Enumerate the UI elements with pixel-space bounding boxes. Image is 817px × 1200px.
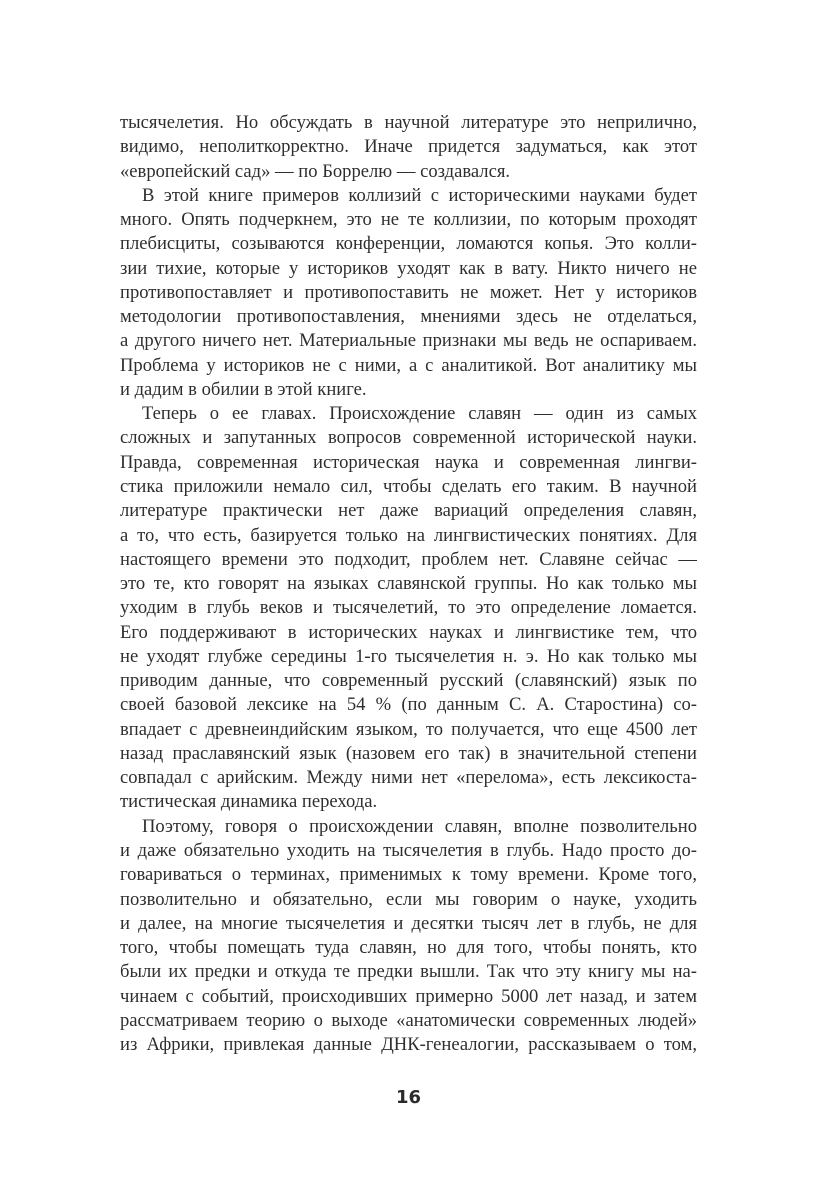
text-line: уходим в глубь веков и тысячелетий, то это определение ломается.	[120, 597, 697, 619]
text-line: назад праславянский язык (назовем его так) в значительной степени	[120, 742, 697, 764]
text-line: Поэтому, говоря о происхождении славян, вполне позволительно	[142, 815, 697, 837]
text-line: тистическая динамика перехода.	[120, 791, 378, 813]
text-line: настоящего времени это подходит, проблем нет. Славяне сейчас —	[120, 548, 697, 570]
text-line: плебисциты, созываются конференции, ломаются копья. Это колли-	[120, 233, 697, 255]
text-line: того, чтобы помещать туда славян, но для того, чтобы понять, кто	[120, 937, 697, 959]
text-line: видимо, неполиткорректно. Иначе придется задуматься, как этот	[120, 136, 697, 158]
text-line: это те, кто говорят на языках славянской группы. Но как только мы	[120, 573, 697, 595]
body-text	[120, 111, 697, 1057]
text-line: совпадал с арийским. Между ними нет «перелома», есть лексикоста-	[120, 767, 697, 789]
text-line: позволительно и обязательно, если мы говорим о науке, уходить	[120, 888, 697, 910]
text-line: Теперь о ее главах. Происхождение славян — один из самых	[142, 403, 697, 425]
text-line: стика приложили немало сил, чтобы сделать его таким. В научной	[120, 475, 697, 497]
text-line: Проблема у историков не с ними, а с аналитикой. Вот аналитику мы	[120, 354, 697, 376]
text-line: Правда, современная историческая наука и современная лингви-	[120, 451, 697, 473]
text-line: говариваться о терминах, применимых к тому времени. Кроме того,	[120, 864, 697, 886]
text-line: рассматриваем теорию о выходе «анатомически современных людей»	[120, 1009, 697, 1031]
text-line: «европейский сад» — по Боррелю — создавался.	[120, 160, 511, 182]
text-line: В этой книге примеров коллизий с историческими науками будет	[142, 184, 697, 206]
text-line: из Африки, привлекая данные ДНК-генеалогии, рассказываем о том,	[120, 1034, 697, 1056]
text-line: не уходят глубже середины 1-го тысячелетия н. э. Но как только мы	[120, 645, 697, 667]
text-line: сложных и запутанных вопросов современной исторической науки.	[120, 427, 697, 449]
text-line: были их предки и откуда те предки вышли. Так что эту книгу мы на-	[120, 961, 697, 983]
text-line: и далее, на многие тысячелетия и десятки тысяч лет в глубь, не для	[120, 912, 697, 934]
text-line: и даже обязательно уходить на тысячелетия в глубь. Надо просто до-	[120, 839, 697, 861]
text-line: и дадим в обилии в этой книге.	[120, 378, 367, 400]
text-line: литературе практически нет даже вариаций определения славян,	[120, 500, 697, 522]
page-number: 16	[395, 1087, 422, 1108]
text-line: методологии противопоставления, мнениями здесь не отделаться,	[120, 306, 697, 328]
text-line: своей базовой лексике на 54 % (по данным С. А. Старостина) со-	[120, 694, 697, 716]
text-line: а то, что есть, базируется только на лингвистических понятиях. Для	[120, 524, 697, 546]
text-line: приводим данные, что современный русский (славянский) язык по	[120, 670, 697, 692]
text-line: зии тихие, которые у историков уходят как в вату. Никто ничего не	[120, 257, 697, 279]
text-line: чинаем с событий, происходивших примерно 5000 лет назад, и затем	[120, 985, 697, 1007]
text-line: а другого ничего нет. Материальные признаки мы ведь не оспариваем.	[120, 330, 697, 352]
text-line: Его поддерживают в исторических науках и лингвистике тем, что	[120, 621, 697, 643]
text-line: много. Опять подчеркнем, это не те коллизии, по которым проходят	[120, 209, 697, 231]
text-line: противопоставляет и противопоставить не может. Нет у историков	[120, 281, 697, 303]
text-line: тысячелетия. Но обсуждать в научной литературе это неприлично,	[120, 112, 697, 133]
text-line: впадает с древнеиндийским языком, то получается, что еще 4500 лет	[120, 718, 697, 740]
